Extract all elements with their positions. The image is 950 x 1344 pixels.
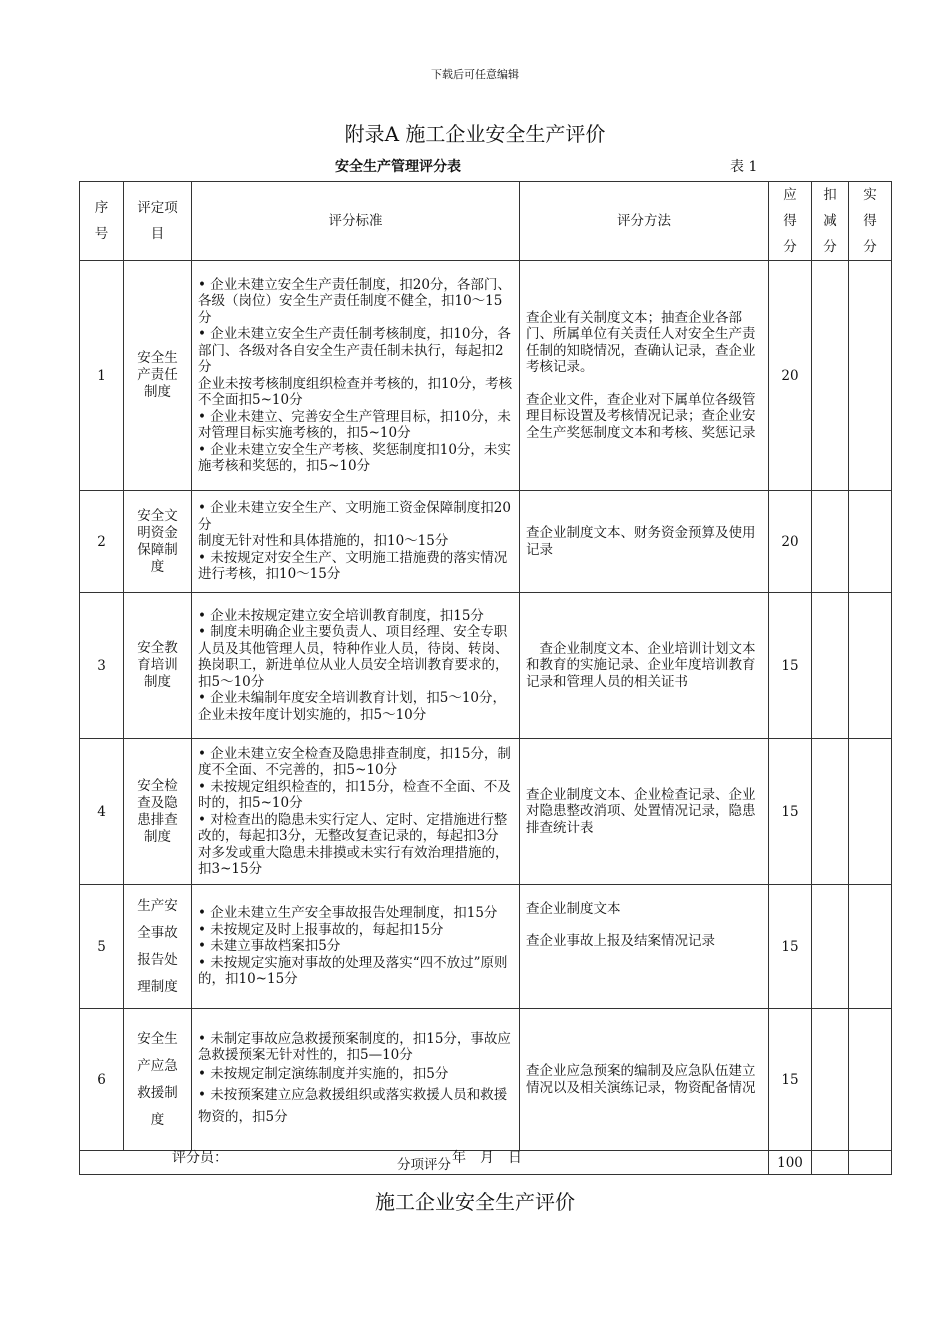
row-item: 安全生 产责任 制度 (124, 261, 192, 491)
scorer-label: 评分员： (172, 1150, 228, 1166)
row-should-score: 20 (769, 491, 812, 593)
row-actual-cell[interactable] (849, 491, 892, 593)
scoring-table (79, 181, 892, 1175)
total-actual-cell[interactable] (849, 1151, 892, 1175)
table-row (80, 739, 892, 885)
row-number: 2 (80, 491, 124, 593)
header-note: 下载后可任意编辑 (431, 68, 519, 81)
total-deduct-cell[interactable] (812, 1151, 849, 1175)
row-number: 4 (80, 739, 124, 885)
row-actual-cell[interactable] (849, 1009, 892, 1151)
row-item: 安全检 查及隐 患排查 制度 (124, 739, 192, 885)
row-should-score: 15 (769, 885, 812, 1009)
row-deduct-cell[interactable] (812, 491, 849, 593)
table-row (80, 491, 892, 593)
row-method: 查企业制度文本、财务资金预算及使用记录 (520, 491, 769, 593)
row-actual-cell[interactable] (849, 261, 892, 491)
row-method: 查企业有关制度文本；抽查企业各部门、所属单位有关责任人对安全生产责任制的知晓情况，查确认记录，查企业考核记录。 查企业文件，查企业对下属单位各级管理目标设置及考核情况记录；查企业安全生产奖惩制度文本和考核、奖惩记录 (520, 261, 769, 491)
row-number: 5 (80, 885, 124, 1009)
table-row (80, 261, 892, 491)
row-item: 安全生 产应急 救援制 度 (124, 1009, 192, 1151)
col-header-deduct: 扣 减 分 (812, 182, 849, 261)
table-row (80, 1009, 892, 1151)
total-score: 100 (769, 1151, 812, 1175)
row-deduct-cell[interactable] (812, 261, 849, 491)
next-section-title: 施工企业安全生产评价 (375, 1190, 575, 1214)
row-criteria: • 企业未建立生产安全事故报告处理制度，扣15分 • 未按规定及时上报事故的，每起扣15分 • 未建立事故档案扣5分 • 未按规定实施对事故的处理及落实“四不放过”原则的，扣10~15分 (192, 885, 520, 1009)
row-should-score: 15 (769, 1009, 812, 1151)
row-criteria: • 企业未建立安全检查及隐患排查制度，扣15分，制度不全面、不完善的，扣5~10分 • 未按规定组织检查的，扣15分，检查不全面、不及时的，扣5~10分 • 对检查出的隐患未实行定人、定时、定措施进行整改的，每起扣3分，无整改复查记录的，每起扣3分 对多发或重大隐患未排摸或未实行有效治理措施的，扣3~15分 (192, 739, 520, 885)
row-should-score: 15 (769, 593, 812, 739)
page-title: 附录A 施工企业安全生产评价 (344, 122, 606, 146)
row-actual-cell[interactable] (849, 593, 892, 739)
row-method: 查企业制度文本、企业检查记录、企业对隐患整改消项、处置情况记录，隐患排查统计表 (520, 739, 769, 885)
col-header-should-score: 应 得 分 (769, 182, 812, 261)
row-deduct-cell[interactable] (812, 739, 849, 885)
row-method: 查企业制度文本、企业培训计划文本和教育的实施记录、企业年度培训教育记录和管理人员的相关证书 (520, 593, 769, 739)
col-header-no: 序 号 (80, 182, 124, 261)
col-header-actual: 实 得 分 (849, 182, 892, 261)
row-item: 安全文 明资金 保障制 度 (124, 491, 192, 593)
col-header-method: 评分方法 (520, 182, 769, 261)
table-row (80, 885, 892, 1009)
row-method: 查企业制度文本 查企业事故上报及结案情况记录 (520, 885, 769, 1009)
table-header-row (80, 182, 892, 261)
row-actual-cell[interactable] (849, 739, 892, 885)
row-actual-cell[interactable] (849, 885, 892, 1009)
row-should-score: 15 (769, 739, 812, 885)
row-criteria: • 企业未建立安全生产责任制度，扣20分，各部门、各级（岗位）安全生产责任制度不健全，扣10～15分 • 企业未建立安全生产责任制考核制度，扣10分，各部门、各级对各自安全生产责任制未执行，每起扣2分 企业未按考核制度组织检查并考核的，扣10分，考核不全面扣5~10分 • 企业未建立、完善安全生产管理目标，扣10分，未对管理目标实施考核的，扣5~10分 • 企业未建立安全生产考核、奖惩制度扣10分，未实施考核和奖惩的，扣5~10分 (192, 261, 520, 491)
row-should-score: 20 (769, 261, 812, 491)
row-deduct-cell[interactable] (812, 1009, 849, 1151)
row-item: 生产安 全事故 报告处 理制度 (124, 885, 192, 1009)
row-number: 1 (80, 261, 124, 491)
row-deduct-cell[interactable] (812, 593, 849, 739)
row-deduct-cell[interactable] (812, 885, 849, 1009)
col-header-criteria: 评分标准 (192, 182, 520, 261)
row-criteria: • 未制定事故应急救援预案制度的，扣15分，事故应急救援预案无针对性的，扣5—10分 • 未按规定制定演练制度并实施的，扣5分 • 未按预案建立应急救援组织或落实救援人员和救援物资的，扣5分 (192, 1009, 520, 1151)
total-label: 分项评分 (80, 1151, 769, 1175)
row-number: 6 (80, 1009, 124, 1151)
row-criteria: • 企业未建立安全生产、文明施工资金保障制度扣20分 制度无针对性和具体措施的，扣10～15分 • 未按规定对安全生产、文明施工措施费的落实情况进行考核，扣10～15分 (192, 491, 520, 593)
row-criteria: • 企业未按规定建立安全培训教育制度，扣15分 • 制度未明确企业主要负责人、项目经理、安全专职人员及其他管理人员，特种作业人员，待岗、转岗、换岗职工，新进单位从业人员安全培训教育要求的，扣5～10分 • 企业未编制年度安全培训教育计划，扣5～10分，企业未按年度计划实施的，扣5～10分 (192, 593, 520, 739)
table-number: 表 1 (730, 159, 758, 175)
table-subtitle: 安全生产管理评分表 (335, 159, 461, 175)
row-item: 安全教 育培训 制度 (124, 593, 192, 739)
col-header-item: 评定项 目 (124, 182, 192, 261)
date-label: 年 月 日 (452, 1150, 522, 1166)
row-method: 查企业应急预案的编制及应急队伍建立情况以及相关演练记录，物资配备情况 (520, 1009, 769, 1151)
row-number: 3 (80, 593, 124, 739)
table-row (80, 593, 892, 739)
